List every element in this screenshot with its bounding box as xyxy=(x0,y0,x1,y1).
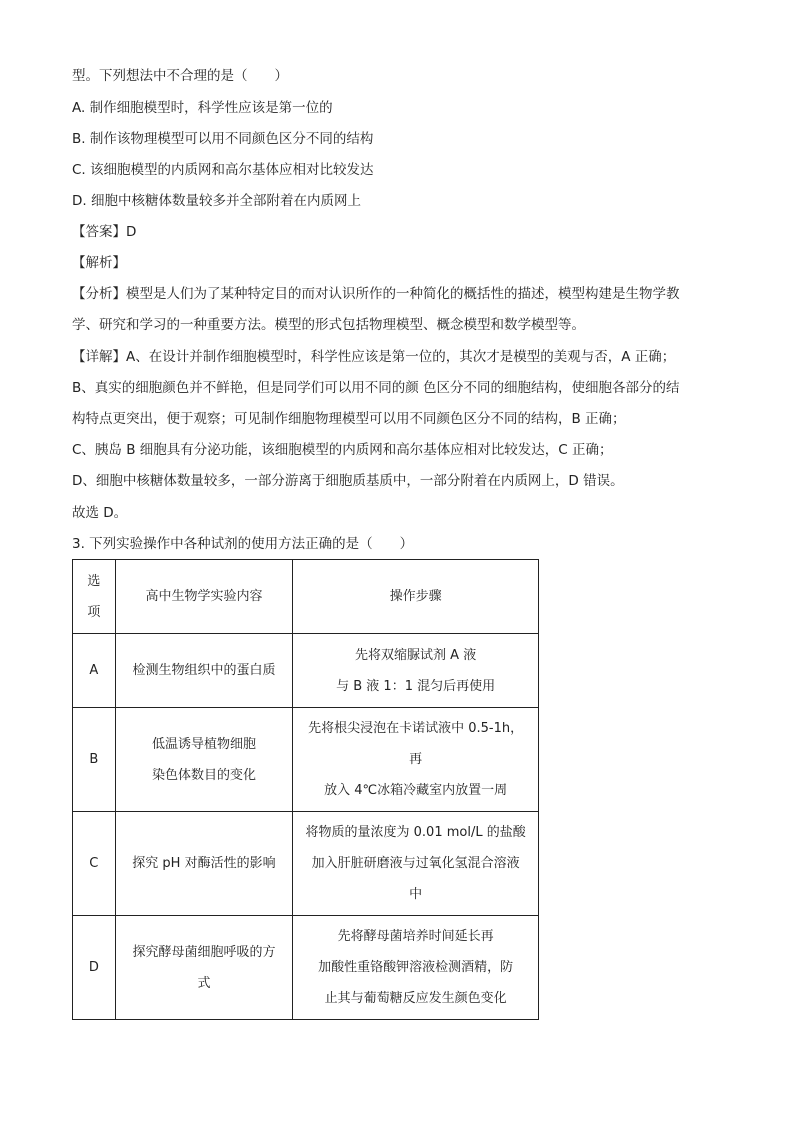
answer-line: 【答案】D xyxy=(72,224,137,240)
conclusion-line: 故选 D。 xyxy=(72,505,128,521)
row-steps-line: 再 xyxy=(409,752,423,767)
row-steps-line: 先将双缩脲试剂 A 液 xyxy=(355,647,477,663)
table-row xyxy=(73,916,539,1020)
table-row xyxy=(73,634,539,708)
table-row xyxy=(73,708,539,812)
analysis-text-1: 【分析】模型是人们为了某种特定目的而对认识所作的一种简化的概括性的描述，模型构建是生物学教 xyxy=(72,286,680,302)
option-c: C. 该细胞模型的内质网和高尔基体应相对比较发达 xyxy=(72,162,374,178)
row-steps-line: 与 B 液 1：1 混匀后再使用 xyxy=(336,678,496,694)
row-option: D xyxy=(73,916,116,1020)
row-option: B xyxy=(73,708,116,812)
row-option: A xyxy=(73,634,116,708)
row-option: C xyxy=(73,812,116,916)
row-steps-line: 先将根尖浸泡在卡诺试液中 0.5-1h， xyxy=(308,721,524,736)
row-steps xyxy=(293,634,539,708)
detail-text-1: 【详解】A、在设计并制作细胞模型时，科学性应该是第一位的，其次才是模型的美观与否，A 正确； xyxy=(72,349,676,365)
detail-text-5: D、细胞中核糖体数量较多，一部分游离于细胞质基质中，一部分附着在内质网上，D 错误。 xyxy=(72,473,624,489)
row-content xyxy=(115,634,293,708)
option-a: A. 制作细胞模型时，科学性应该是第一位的 xyxy=(72,100,333,116)
row-content-line: 染色体数目的变化 xyxy=(151,767,256,783)
header-option-line-1: 选 xyxy=(87,573,101,589)
row-content xyxy=(115,708,293,812)
header-option xyxy=(73,560,116,634)
detail-text-2: B、真实的细胞颜色并不鲜艳，但是同学们可以用不同的颜 色区分不同的细胞结构，使细胞各部分的结 xyxy=(72,380,680,396)
row-steps-line: 止其与葡萄糖反应发生颜色变化 xyxy=(324,991,507,1006)
header-steps: 操作步骤 xyxy=(293,560,539,634)
question-3-stem: 3. 下列实验操作中各种试剂的使用方法正确的是（ ） xyxy=(72,536,414,552)
header-option-line-2: 项 xyxy=(87,604,101,620)
table-header-row xyxy=(73,560,539,634)
row-steps xyxy=(293,812,539,916)
row-steps-line: 将物质的量浓度为 0.01 mol/L 的盐酸 xyxy=(305,825,526,840)
table-row xyxy=(73,812,539,916)
row-content xyxy=(115,916,293,1020)
analysis-text-2: 学、研究和学习的一种重要方法。模型的形式包括物理模型、概念模型和数学模型等。 xyxy=(72,317,585,333)
question-stem-tail: 型。下列想法中不合理的是（ ） xyxy=(72,68,288,84)
analysis-heading: 【解析】 xyxy=(72,255,126,271)
row-content xyxy=(115,812,293,916)
row-steps-line: 放入 4℃冰箱冷藏室内放置一周 xyxy=(324,783,508,798)
row-content-line: 低温诱导植物细胞 xyxy=(151,736,256,752)
header-content: 高中生物学实验内容 xyxy=(115,560,293,634)
row-steps-line: 加入肝脏研磨液与过氧化氢混合溶液 xyxy=(311,856,520,871)
detail-text-4: C、胰岛 B 细胞具有分泌功能，该细胞模型的内质网和高尔基体应相对比较发达，C 正确； xyxy=(72,442,613,458)
row-steps-line: 中 xyxy=(409,887,423,902)
detail-text-3: 构特点更突出，便于观察；可见制作细胞物理模型可以用不同颜色区分不同的结构，B 正确； xyxy=(72,411,626,427)
row-content-line: 检测生物组织中的蛋白质 xyxy=(132,663,276,678)
option-d: D. 细胞中核糖体数量较多并全部附着在内质网上 xyxy=(72,193,361,209)
row-steps xyxy=(293,916,539,1020)
row-steps-line: 加酸性重铬酸钾溶液检测酒精，防 xyxy=(318,960,514,975)
row-content-line: 探究酵母菌细胞呼吸的方 xyxy=(132,944,276,960)
option-b: B. 制作该物理模型可以用不同颜色区分不同的结构 xyxy=(72,131,374,147)
experiment-table xyxy=(72,559,539,1020)
row-steps-line: 先将酵母菌培养时间延长再 xyxy=(337,929,494,944)
row-content-line: 式 xyxy=(197,975,211,991)
row-steps xyxy=(293,708,539,812)
row-content-line: 探究 pH 对酶活性的影响 xyxy=(132,856,276,871)
